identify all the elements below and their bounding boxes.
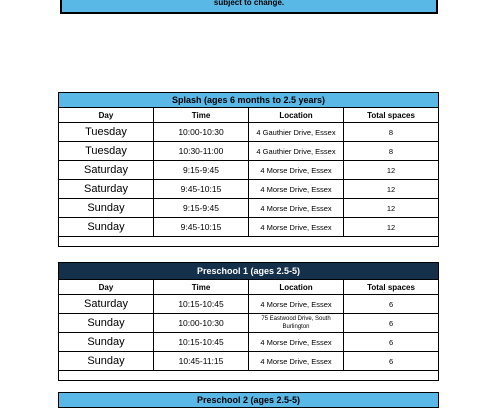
location-cell: 4 Morse Drive, Essex [249,295,344,314]
time-cell: 10:30-11:00 [154,142,249,161]
spaces-cell: 12 [344,161,439,180]
table-row [59,199,439,218]
preschool-1-schedule-table [58,262,438,381]
time-cell: 9:15-9:45 [154,161,249,180]
spaces-cell: 12 [344,218,439,237]
spaces-cell: 8 [344,142,439,161]
spaces-cell: 8 [344,123,439,142]
day-cell: Sunday [59,218,154,237]
time-cell: 9:45-10:15 [154,218,249,237]
day-cell: Saturday [59,161,154,180]
day-cell: Sunday [59,333,154,352]
day-cell: Tuesday [59,142,154,161]
empty-cell [59,371,439,381]
column-header-location: Location [249,280,344,295]
table-row [59,333,439,352]
time-cell: 10:15-10:45 [154,333,249,352]
location-cell: 4 Morse Drive, Essex [249,352,344,371]
column-header-day: Day [59,280,154,295]
column-header-time: Time [154,280,249,295]
column-header-total-spaces: Total spaces [344,280,439,295]
column-header-location: Location [249,108,344,123]
table-row [59,161,439,180]
table-row [59,123,439,142]
section-title: Preschool 1 (ages 2.5-5) [59,263,439,280]
section-title: Preschool 2 (ages 2.5-5) [59,393,439,408]
spaces-cell: 12 [344,199,439,218]
splash-schedule-table [58,92,438,247]
spaces-cell: 12 [344,180,439,199]
table-row [59,314,439,333]
day-cell: Sunday [59,314,154,333]
column-header-day: Day [59,108,154,123]
preschool-2-schedule-table [58,392,438,408]
day-cell: Tuesday [59,123,154,142]
time-cell: 9:15-9:45 [154,199,249,218]
location-cell: 75 Eastwood Drive, South Burlington [249,314,344,333]
location-cell: 4 Gauthier Drive, Essex [249,123,344,142]
location-cell: 4 Morse Drive, Essex [249,199,344,218]
spacer-row [59,371,439,381]
spaces-cell: 6 [344,314,439,333]
time-cell: 10:45-11:15 [154,352,249,371]
schedule-notice-banner [60,0,438,14]
day-cell: Sunday [59,352,154,371]
table-row [59,180,439,199]
spacer-row [59,237,439,247]
table-row [59,295,439,314]
location-cell: 4 Morse Drive, Essex [249,161,344,180]
notice-text: subject to change. [213,0,285,7]
time-cell: 10:00-10:30 [154,123,249,142]
day-cell: Sunday [59,199,154,218]
location-cell: 4 Gauthier Drive, Essex [249,142,344,161]
table-row [59,352,439,371]
spaces-cell: 6 [344,352,439,371]
location-cell: 4 Morse Drive, Essex [249,218,344,237]
day-cell: Saturday [59,180,154,199]
spaces-cell: 6 [344,333,439,352]
location-cell: 4 Morse Drive, Essex [249,333,344,352]
empty-cell [59,237,439,247]
spaces-cell: 6 [344,295,439,314]
time-cell: 10:15-10:45 [154,295,249,314]
time-cell: 10:00-10:30 [154,314,249,333]
table-row [59,142,439,161]
column-header-total-spaces: Total spaces [344,108,439,123]
column-header-time: Time [154,108,249,123]
day-cell: Saturday [59,295,154,314]
time-cell: 9:45-10:15 [154,180,249,199]
location-cell: 4 Morse Drive, Essex [249,180,344,199]
table-row [59,218,439,237]
section-title: Splash (ages 6 months to 2.5 years) [59,93,439,108]
